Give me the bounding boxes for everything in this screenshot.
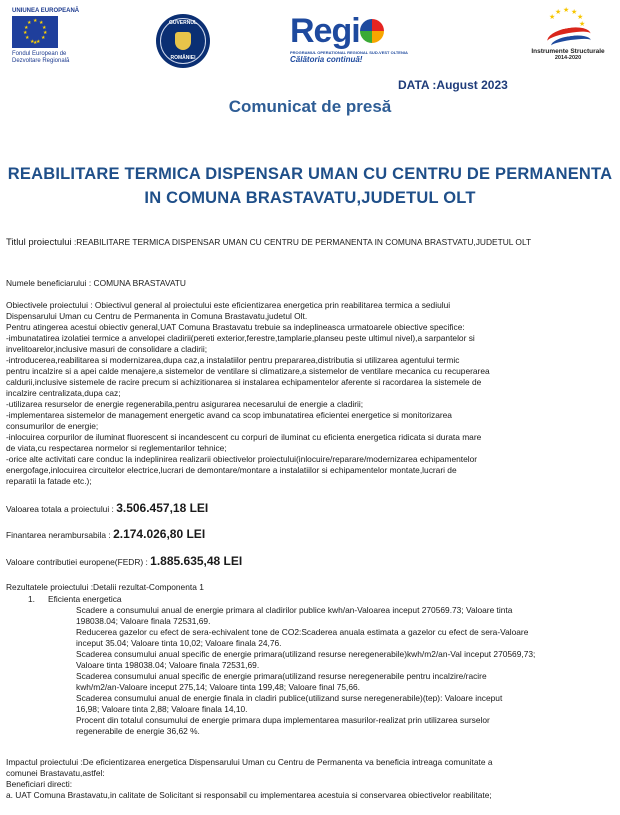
eu-caption-line-1: Fondul European de: [12, 51, 67, 57]
impact-line: Impactul proiectului :De eficientizarea energetica Dispensarului Uman cu Centru de Permanenta va beneficia intreaga comunitate a: [6, 757, 493, 767]
results-item-number: 1.: [28, 594, 35, 604]
beneficiary-line: Numele beneficiarului : COMUNA BRASTAVATU: [6, 278, 186, 288]
results-line: Reducerea gazelor cu efect de sera-echivalent tone de CO2:Scaderea anuala estimata a gazelor cu efect de sera-Valoare: [76, 627, 529, 637]
eu-caption-line-2: Dezvoltare Regională: [12, 58, 70, 64]
eu-contribution-label: Valoare contributiei europene(FEDR) :: [6, 557, 148, 567]
results-line: 16,98; Valoare tinta 2,88; Valoare finala 14,10.: [76, 704, 248, 714]
total-value-label: Valoarea totala a proiectului :: [6, 504, 114, 514]
objectives-block: [6, 300, 614, 487]
results-line: Procent din totalul consumului de energie primara dupa implementarea masurilor-realizat prin utilizarea surselor: [76, 715, 490, 725]
main-title-line-1: REABILITARE TERMICA DISPENSAR UMAN CU CENTRU DE PERMANENTA: [7, 165, 613, 183]
government-logo: [156, 14, 210, 68]
nonrefundable-amount: 2.174.026,80 LEI: [113, 527, 206, 541]
nonrefundable-label: Finantarea nerambursabila :: [6, 530, 111, 540]
government-logo-bottom-text: ROMÂNIEI: [170, 55, 196, 61]
objectives-line: caldurii,inclusive sistemele de racire precum si achizitionarea si instalarea echipamentelor aferente si racordarea la sistemele de: [6, 377, 482, 387]
regio-wordmark-text: Regi: [290, 12, 360, 50]
objectives-line: -implementarea sistemelor de management energetic avand ca scop imbunatatirea eficientei energetice si monitorizarea: [6, 410, 452, 420]
total-value-line: [6, 503, 614, 515]
results-line: Scaderea consumului anual specific de energie primara(utilizand resurse neregenerabile)kwh/m2/an-Val inceput 270569,73;: [76, 649, 536, 659]
structural-instruments-title: Instrumente Structurale: [531, 48, 605, 55]
impact-line: comunei Brastavatu,astfel:: [6, 768, 105, 778]
eu-logo-caption-top: UNIUNEA EUROPEANĂ: [12, 8, 80, 14]
press-release-heading: Comunicat de presă: [228, 97, 392, 116]
results-line: Scadere a consumului anual de energie primara al cladirilor publice kwh/an-Valoarea inceput 270569.73; Valoare tinta: [76, 605, 513, 615]
project-title-label: Titlul proiectului: [6, 237, 72, 248]
results-line: Scaderea consumului anual de energie finala in cladiri publice(utilizand surse neregenerabile)(tep): Valoare inceput: [76, 693, 503, 703]
results-line: 198038.04; Valoare finala 72531,69.: [76, 616, 211, 626]
project-title-line: [6, 237, 614, 248]
nonrefundable-line: [6, 529, 614, 541]
objectives-line: Pentru atingerea acestui obiectiv general,UAT Comuna Brastavatu trebuie sa indeplineasca urmatoarele obiective specifice:: [6, 322, 465, 332]
eu-logo-caption-bottom: [12, 51, 92, 65]
total-value-amount: 3.506.457,18 LEI: [116, 501, 209, 515]
regio-color-wheel-icon: [360, 19, 384, 43]
eu-logo: [12, 8, 92, 65]
structural-instruments-icon: ★ ★ ★ ★ ★ ★: [541, 6, 595, 48]
results-line: Valoare tinta 198038.04; Valoare finala 72531,69.: [76, 660, 260, 670]
coat-of-arms-icon: [175, 32, 191, 50]
objectives-line: -inlocuirea corpurilor de iluminat fluorescent si incandescent cu corpuri de iluminat cu eficienta energetica ridicata si durata mare: [6, 432, 482, 442]
results-item-title: Eficienta energetica: [48, 594, 122, 604]
header-logos: [0, 0, 620, 80]
project-main-title: [0, 162, 620, 210]
regio-program-text: PROGRAMUL OPERATIONAL REGIONAL SUD-VEST OLTENIA: [290, 50, 408, 55]
press-release-date: DATA :August 2023: [398, 78, 508, 92]
objectives-line: consumurilor de energie;: [6, 421, 99, 431]
impact-block: [6, 757, 614, 801]
results-line: inceput 35.04; Valoare tinta 10,02; Valoare finala 24,76.: [76, 638, 282, 648]
results-line: Scaderea consumului anual specific de energie primara(utilizand resurse neregenerabile pentru incalzire/racire: [76, 671, 487, 681]
impact-line: Beneficiari directi:: [6, 779, 73, 789]
project-title-value: :REABILITARE TERMICA DISPENSAR UMAN CU CENTRU DE PERMANENTA IN COMUNA BRASTVATU,JUDETUL OLT: [71, 237, 532, 247]
objectives-line: invelitoarelor,inclusive masuri de consolidare a cladirii;: [6, 344, 208, 354]
results-line: kwh/m2/an-Valoare inceput 275,14; Valoare tinta 199,48; Valoare final 75,66.: [76, 682, 361, 692]
structural-instruments-logo: [528, 6, 608, 61]
objectives-line: -utilizarea resurselor de energie regenerabila,pentru asigurarea necesarului de energie a cladirii;: [6, 399, 364, 409]
eu-flag-icon: ★ ★ ★ ★ ★ ★ ★ ★ ★ ★ ★ ★: [12, 16, 58, 48]
regio-logo: [290, 14, 420, 64]
eu-contribution-line: [6, 556, 614, 568]
objectives-line: incalzire centralizata,dupa caz;: [6, 388, 121, 398]
objectives-line: energofage,inlocuirea circuitelor electrice,lucrari de demontare/montare a instalatiilor si echipamentelor montate,lucrari de: [6, 465, 457, 475]
structural-instruments-years: 2014-2020: [554, 55, 582, 61]
impact-line: a. UAT Comuna Brastavatu,in calitate de Solicitant si responsabil cu implementarea acestuia si conservarea obiectivelor reabilitate;: [6, 790, 492, 800]
government-logo-top-text: GUVERNUL: [168, 20, 198, 26]
results-details: [76, 605, 614, 737]
results-intro: Rezultatele proiectului :Detalii rezultat-Componenta 1: [6, 582, 204, 592]
objectives-line: -orice alte activitati care conduc la indeplinirea realizarii obiectivelor proiectului(inlocuire/reparare/modernizarea echipamentelor: [6, 454, 478, 464]
objectives-line: Dispensarului Uman cu Centru de Permanenta in Comuna Brastavatu,judetul Olt.: [6, 311, 308, 321]
main-title-line-2: IN COMUNA BRASTAVATU,JUDETUL OLT: [144, 189, 476, 207]
objectives-line: reparatii la fatade etc.);: [6, 476, 92, 486]
objectives-line: Obiectivele proiectului : Obiectivul general al proiectului este eficientizarea energetica prin reabilitarea termica a sediului: [6, 300, 451, 310]
objectives-line: de viata,cu respectarea normelor si reglementarilor tehnice;: [6, 443, 227, 453]
eu-contribution-amount: 1.885.635,48 LEI: [150, 554, 243, 568]
results-line: regenerabile de energie 36,62 %.: [76, 726, 200, 736]
objectives-line: -imbunatatirea izolatiei termice a anvelopei cladirii(pereti exterior,ferestre,tamplarie,planseu peste ultimul nivel),a sarpantelor si: [6, 333, 475, 343]
regio-wordmark: [290, 14, 420, 48]
objectives-line: -introducerea,reabilitarea si modernizarea,dupa caz,a instalatiilor pentru prepararea,distributia si utilizarea agentului termic: [6, 355, 460, 365]
regio-slogan: Călătoria continuă!: [290, 55, 363, 64]
objectives-line: pentru incalzire si a apei calde menajere,a sistemelor de ventilare si climatizare,a sistemelor de ventilare mecanica cu recuperarea: [6, 366, 490, 376]
